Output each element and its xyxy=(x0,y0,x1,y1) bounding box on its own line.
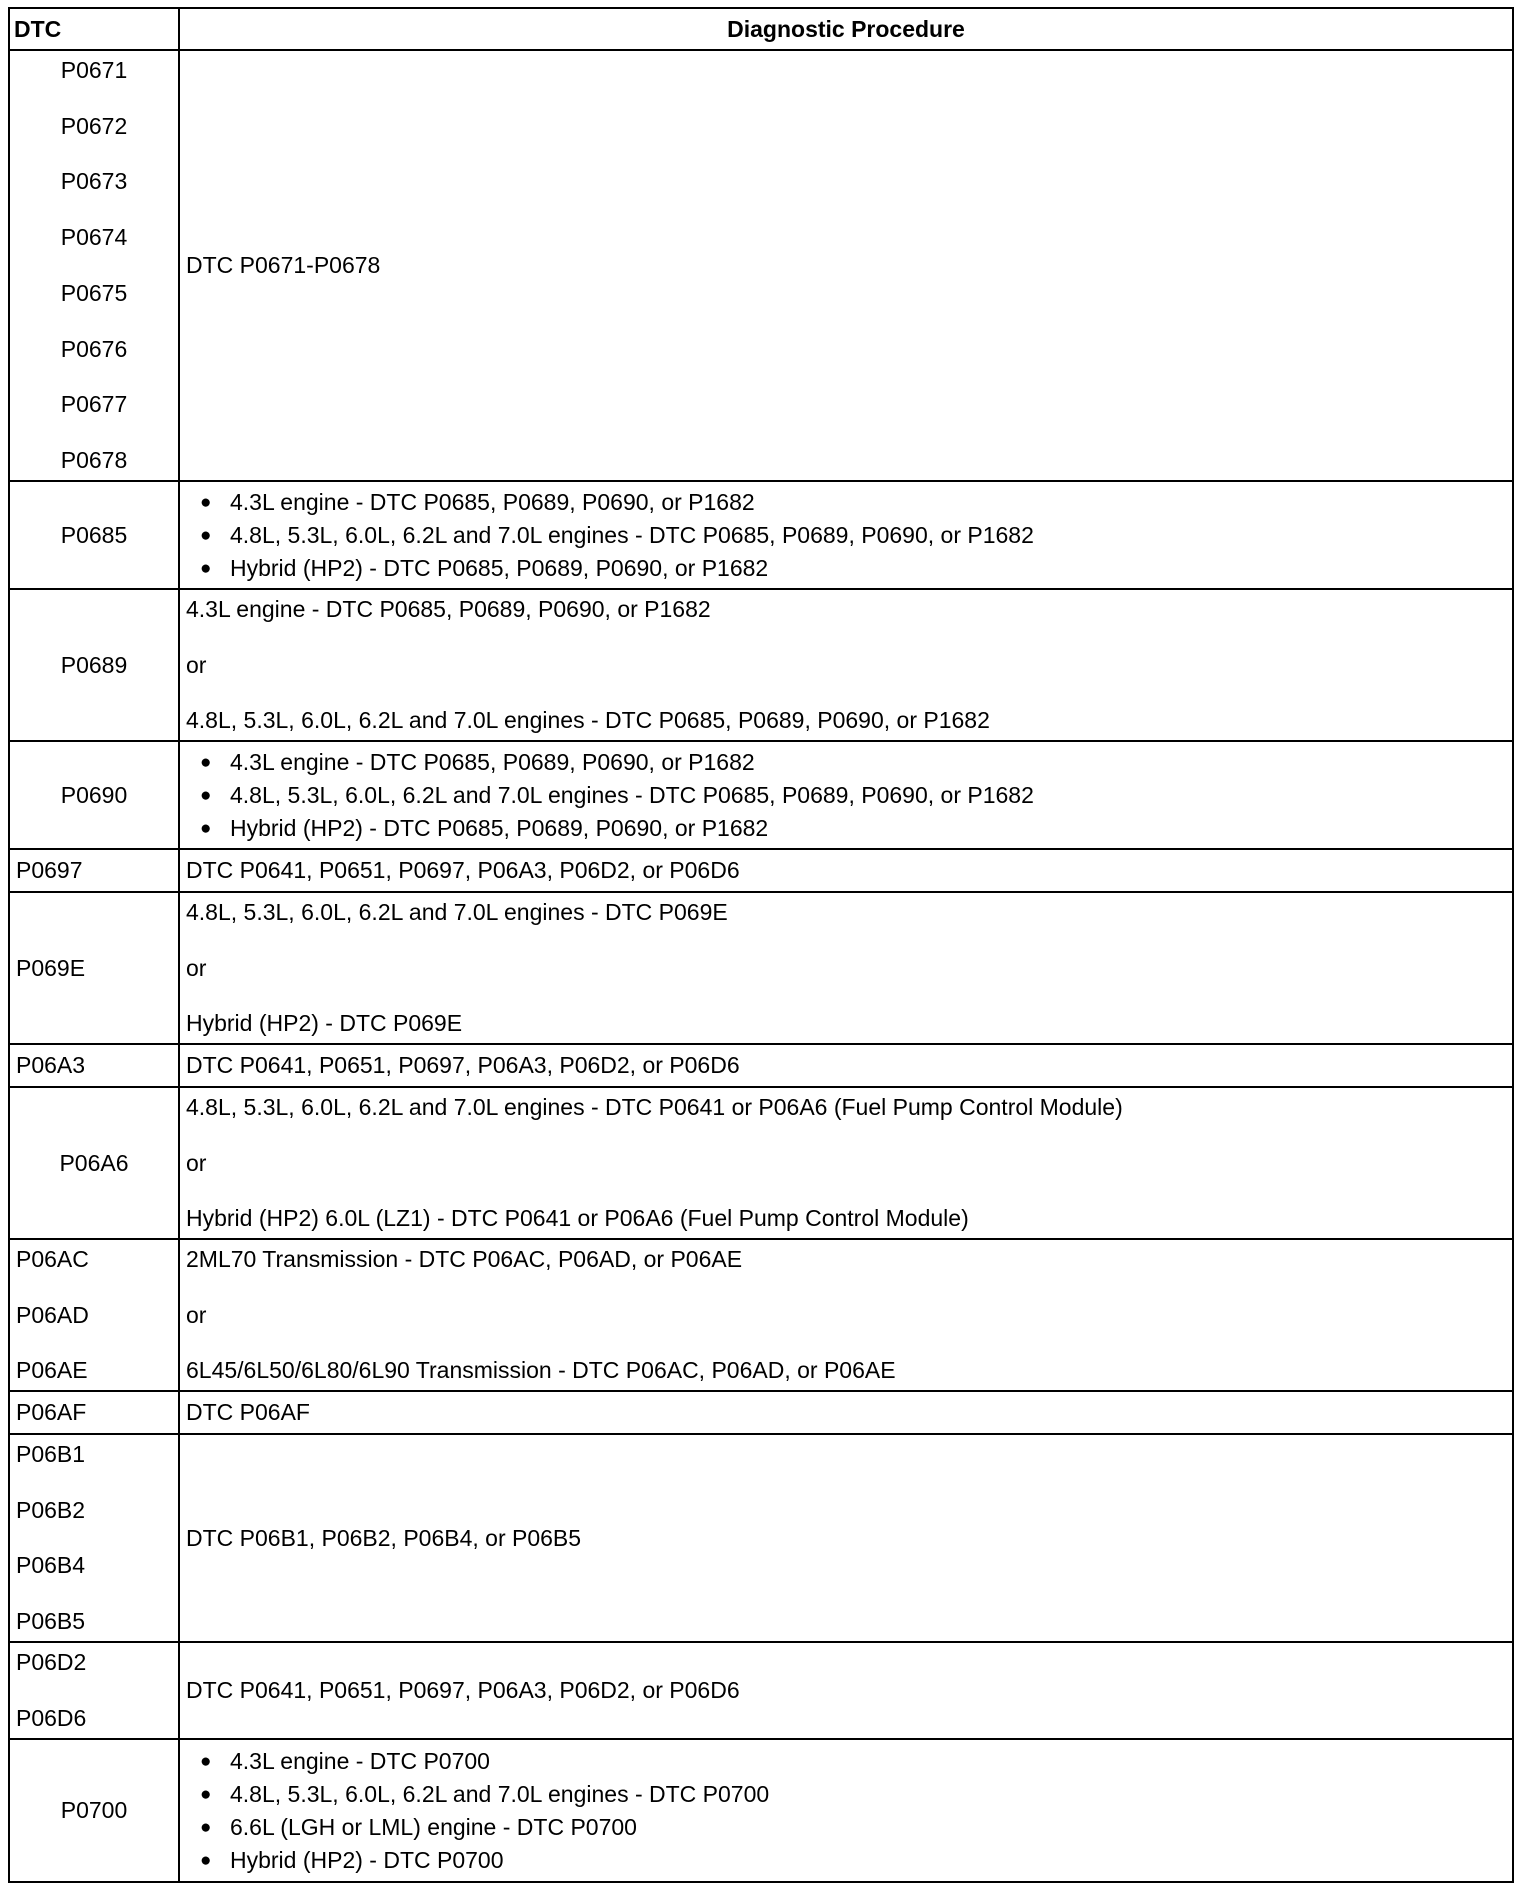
procedure-cell xyxy=(179,1044,1513,1087)
procedure-bullet-item: ● 4.8L, 5.3L, 6.0L, 6.2L and 7.0L engines - DTC P0685, P0689, P0690, or P1682 xyxy=(200,779,1506,812)
procedure-bullet-list xyxy=(186,746,1506,845)
dtc-code: P0690 xyxy=(60,781,128,808)
procedure-bullet-list xyxy=(186,1745,1506,1877)
procedure-text: DTC P0671-P0678 xyxy=(186,252,381,278)
procedure-bullet-item: ● 4.3L engine - DTC P0700 xyxy=(200,1745,1506,1778)
dtc-code: P0671 xyxy=(60,57,128,83)
table-row xyxy=(9,1239,1513,1391)
table-row xyxy=(9,1087,1513,1239)
table-row xyxy=(9,1044,1513,1087)
table-row xyxy=(9,50,1513,481)
dtc-code: P0697 xyxy=(16,857,83,883)
procedure-text: DTC P0641, P0651, P0697, P06A3, P06D2, or P06D6 xyxy=(186,1052,740,1078)
table-row xyxy=(9,1642,1513,1739)
procedure-line: 4.8L, 5.3L, 6.0L, 6.2L and 7.0L engines - DTC P069E xyxy=(186,899,728,925)
dtc-cell xyxy=(9,1044,179,1087)
dtc-code: P0673 xyxy=(60,168,128,195)
dtc-code: P06AD xyxy=(16,1301,89,1328)
dtc-cell xyxy=(9,741,179,849)
procedure-line: 4.3L engine - DTC P0685, P0689, P0690, or P1682 xyxy=(186,596,711,622)
procedure-bullet-item: ● 4.3L engine - DTC P0685, P0689, P0690, or P1682 xyxy=(200,486,1506,519)
procedure-cell xyxy=(179,1434,1513,1642)
dtc-code: P0674 xyxy=(60,224,128,251)
procedure-text: DTC P0641, P0651, P0697, P06A3, P06D2, or P06D6 xyxy=(186,857,740,883)
procedure-cell xyxy=(179,1087,1513,1239)
dtc-code: P06B4 xyxy=(16,1552,86,1579)
dtc-cell xyxy=(9,589,179,741)
procedure-cell xyxy=(179,481,1513,589)
procedure-bullet-item: ● Hybrid (HP2) - DTC P0685, P0689, P0690, or P1682 xyxy=(200,812,1506,845)
procedure-or: or xyxy=(186,1149,207,1176)
table-row xyxy=(9,1434,1513,1642)
dtc-code: P06A6 xyxy=(59,1149,129,1176)
procedure-bullet-item: ● 4.8L, 5.3L, 6.0L, 6.2L and 7.0L engines - DTC P0685, P0689, P0690, or P1682 xyxy=(200,519,1506,552)
procedure-bullet-item: ● 4.3L engine - DTC P0685, P0689, P0690, or P1682 xyxy=(200,746,1506,779)
procedure-line: 4.8L, 5.3L, 6.0L, 6.2L and 7.0L engines - DTC P0685, P0689, P0690, or P1682 xyxy=(186,707,990,733)
procedure-bullet-item: ● 6.6L (LGH or LML) engine - DTC P0700 xyxy=(200,1811,1506,1844)
dtc-code: P06A3 xyxy=(16,1052,86,1078)
procedure-cell xyxy=(179,1239,1513,1391)
dtc-cell xyxy=(9,1239,179,1391)
procedure-bullet-item: ● Hybrid (HP2) - DTC P0700 xyxy=(200,1844,1506,1877)
procedure-cell xyxy=(179,741,1513,849)
dtc-cell xyxy=(9,1642,179,1739)
header-dtc: DTC xyxy=(9,8,179,50)
procedure-cell xyxy=(179,849,1513,892)
procedure-cell xyxy=(179,50,1513,481)
procedure-text: DTC P06AF xyxy=(186,1399,310,1425)
procedure-cell xyxy=(179,589,1513,741)
procedure-text: DTC P06B1, P06B2, P06B4, or P06B5 xyxy=(186,1524,582,1551)
dtc-code: P0677 xyxy=(60,391,128,418)
table-row xyxy=(9,481,1513,589)
dtc-code: P06B1 xyxy=(16,1441,86,1467)
procedure-bullet-item: ● Hybrid (HP2) - DTC P0685, P0689, P0690, or P1682 xyxy=(200,552,1506,585)
table-row xyxy=(9,849,1513,892)
table-row xyxy=(9,1391,1513,1434)
dtc-cell xyxy=(9,849,179,892)
procedure-or: or xyxy=(186,954,207,981)
dtc-code: P06AE xyxy=(16,1357,88,1383)
dtc-code: P0676 xyxy=(60,335,128,362)
procedure-cell xyxy=(179,892,1513,1044)
table-row xyxy=(9,1739,1513,1882)
dtc-cell xyxy=(9,1391,179,1434)
procedure-line: Hybrid (HP2) - DTC P069E xyxy=(186,1010,463,1036)
dtc-cell xyxy=(9,892,179,1044)
dtc-code: P0672 xyxy=(60,112,128,139)
dtc-code: P0689 xyxy=(60,651,128,678)
dtc-code: P0675 xyxy=(60,279,128,306)
table-row xyxy=(9,741,1513,849)
dtc-code: P0700 xyxy=(60,1797,128,1823)
procedure-text: DTC P0641, P0651, P0697, P06A3, P06D2, or P06D6 xyxy=(186,1677,740,1703)
dtc-table xyxy=(8,7,1514,1883)
dtc-code: P06B5 xyxy=(16,1607,86,1634)
dtc-code: P06D6 xyxy=(16,1705,87,1731)
header-row xyxy=(9,8,1513,50)
procedure-or: or xyxy=(186,651,207,678)
dtc-cell xyxy=(9,1434,179,1642)
dtc-cell xyxy=(9,1739,179,1882)
dtc-code: P06D2 xyxy=(16,1649,87,1675)
dtc-code: P0685 xyxy=(60,521,128,548)
dtc-code: P0678 xyxy=(60,446,128,473)
procedure-bullet-list xyxy=(186,486,1506,585)
dtc-cell xyxy=(9,50,179,481)
dtc-cell xyxy=(9,1087,179,1239)
procedure-cell xyxy=(179,1391,1513,1434)
table-row xyxy=(9,589,1513,741)
procedure-or: or xyxy=(186,1301,207,1328)
dtc-code: P069E xyxy=(16,954,86,981)
table-row xyxy=(9,892,1513,1044)
procedure-cell xyxy=(179,1739,1513,1882)
dtc-cell xyxy=(9,481,179,589)
procedure-line: 4.8L, 5.3L, 6.0L, 6.2L and 7.0L engines - DTC P0641 or P06A6 (Fuel Pump Control Module) xyxy=(186,1094,1123,1120)
procedure-line: 2ML70 Transmission - DTC P06AC, P06AD, or P06AE xyxy=(186,1246,743,1272)
procedure-line: Hybrid (HP2) 6.0L (LZ1) - DTC P0641 or P06A6 (Fuel Pump Control Module) xyxy=(186,1205,969,1231)
dtc-code: P06AC xyxy=(16,1246,89,1272)
procedure-line: 6L45/6L50/6L80/6L90 Transmission - DTC P06AC, P06AD, or P06AE xyxy=(186,1357,896,1383)
header-procedure: Diagnostic Procedure xyxy=(179,8,1513,50)
dtc-code: P06AF xyxy=(16,1399,87,1425)
procedure-bullet-item: ● 4.8L, 5.3L, 6.0L, 6.2L and 7.0L engines - DTC P0700 xyxy=(200,1778,1506,1811)
procedure-cell xyxy=(179,1642,1513,1739)
dtc-code: P06B2 xyxy=(16,1496,86,1523)
